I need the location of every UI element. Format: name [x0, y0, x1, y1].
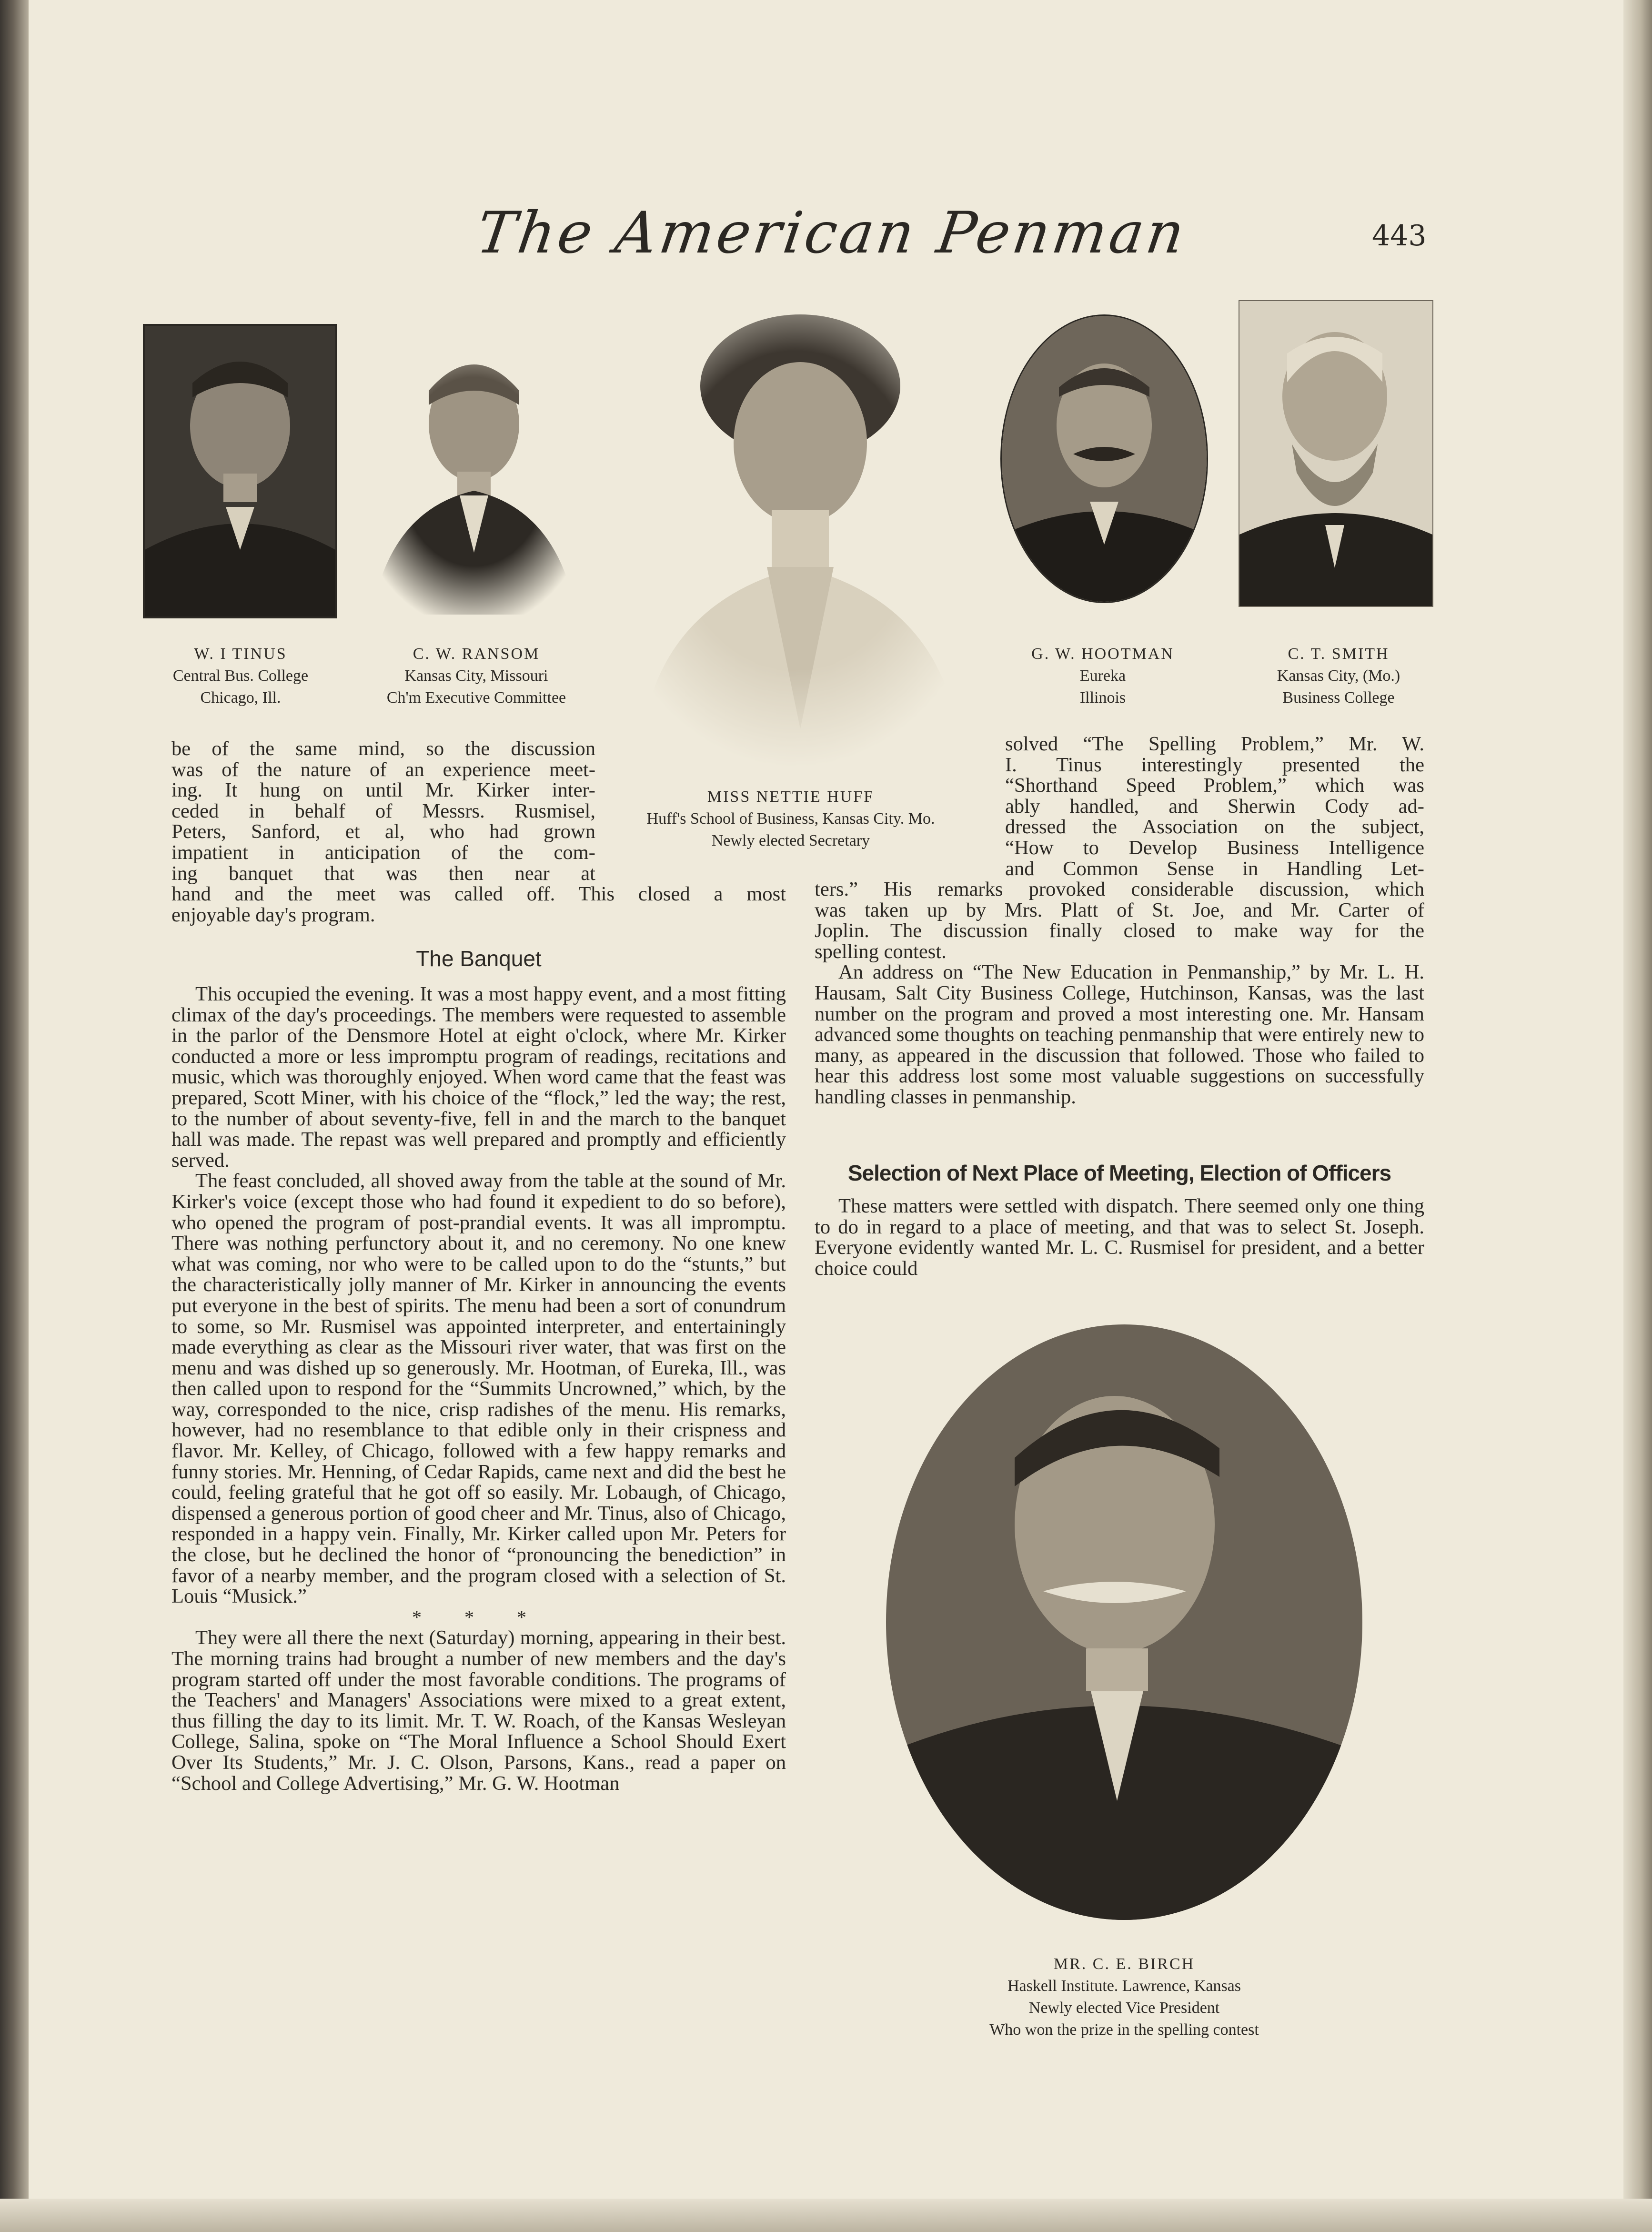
caption-tinus	[143, 643, 338, 709]
right-intro-wide	[815, 879, 1424, 1108]
left-intro-narrow	[171, 738, 595, 884]
text-line: I. Tinus interestingly presented the	[1005, 753, 1424, 776]
portrait-ransom	[362, 329, 586, 615]
page-edge-right	[1623, 0, 1652, 2232]
portrait-tinus	[143, 324, 337, 618]
paragraph-address: An address on “The New Education in Penmanship,” by Mr. L. H. Hausam, Salt City Business College, Hutchinson, Kansas, was the last number on the program and proved a most interesting one. Mr. Hansam advanced some thoughts on teaching penmanship that were entirely new to many, as appeared in the discussion that followed. Those who failed to hear this address lost some most valuable suggestions on successfully handling classes in penmanship.	[815, 961, 1424, 1108]
paragraph-banquet-1: This occupied the evening. It was a most happy event, and a most fitting climax of the day's proceedings. The members were requested to assemble in the parlor of the Densmore Hotel at eight o'clock, where Mr. Kirker conducted a more or less impromptu program of readings, recitations and music, which was thoroughly enjoyed. When word came that the feast was prepared, Scott Miner, with his choice of the “flock,” led the way; the rest, to the number of about seventy-five, fell in and the march to the banquet hall was made. The repast was well prepared and promptly and efficiently served.	[171, 983, 786, 1172]
caption-hootman	[996, 643, 1210, 709]
section-separator: * * *	[412, 1606, 545, 1628]
text-line: ably handled, and Sherwin Cody ad-	[1005, 795, 1424, 818]
heading-selection: Selection of Next Place of Meeting, Election of Officers	[847, 1161, 1391, 1185]
text-line: ing. It hung on until Mr. Kirker inter-	[171, 779, 595, 802]
paragraph-selection: These matters were settled with dispatch. There seemed only one thing to do in regard to a place of meeting, and that was to select St. Joseph. Everyone evidently wanted Mr. L. C. Rusmisel for president, and a better choice could	[815, 1195, 1424, 1280]
caption-line: Huff's School of Business, Kansas City. Mo.	[646, 810, 935, 828]
caption-birch	[872, 1953, 1377, 2041]
caption-name: MR. C. E. BIRCH	[1053, 1955, 1195, 1973]
text-line: solved “The Spelling Problem,” Mr. W.	[1005, 733, 1424, 755]
caption-line: Illinois	[1079, 689, 1126, 707]
caption-line: Newly elected Secretary	[711, 832, 870, 849]
text-line: hand and the meet was called off. This closed a most	[171, 883, 786, 905]
text-line: spelling contest.	[815, 940, 947, 963]
portrait-birch	[886, 1324, 1362, 1920]
caption-line: Kansas City, Missouri	[404, 667, 548, 685]
paragraph-banquet-2: The feast concluded, all shoved away from the table at the sound of Mr. Kirker's voice (except those who had found it expedient to do so before), who opened the program of post-prandial events. It was all impromptu. There was nothing perfunctory about it, and no ceremony. No one knew what was coming, nor who were to be called upon to do the “stunts,” but the characteristically jolly manner of Mr. Kirker in announcing the events put everyone in the best of spirits. The menu had been a sort of conundrum to some, so Mr. Rusmisel was appointed interpreter, and entertainingly made everything as clear as the Missouri river water, that was first on the menu and was dished up so generously. Mr. Hootman, of Eureka, Ill., was then called upon to respond for the “Summits Uncrowned,” which, by the way, corresponded to the nice, crisp radishes of the menu. His remarks, however, had no resemblance to that edible only in their crispness and flavor. Mr. Kelley, of Chicago, followed with a few happy remarks and funny stories. Mr. Henning, of Cedar Rapids, came next and did the best he could, feeling grateful that he got off so easily. Mr. Lobaugh, of Chicago, dispensed a generous portion of good cheer and Mr. Tinus, also of Chicago, responded in a happy vein. Finally, Mr. Kirker called upon Mr. Peters for the close, but he declined the honor of “pronouncing the benediction” in favor of a nearby member, and the program closed with a selection of St. Louis “Musick.”	[171, 1170, 786, 1608]
right-body	[815, 1196, 1424, 1279]
masthead-title: The American Penman	[473, 200, 1191, 266]
text-line: ing banquet that was then near at	[171, 862, 595, 885]
page-number: 443	[1372, 219, 1427, 252]
right-intro-narrow	[1005, 734, 1424, 879]
caption-line: Central Bus. College	[172, 667, 309, 685]
left-intro-wide	[171, 884, 786, 925]
caption-smith	[1219, 643, 1458, 709]
text-line: and Common Sense in Handling Let-	[1005, 857, 1424, 880]
caption-huff	[600, 786, 981, 852]
caption-line: Kansas City, (Mo.)	[1277, 667, 1400, 685]
caption-ransom	[343, 643, 610, 709]
caption-line: Newly elected Vice President	[1028, 1999, 1220, 2017]
text-line: was of the nature of an experience meet-	[171, 758, 595, 781]
paragraph-saturday: They were all there the next (Saturday) morning, appearing in their best. The morning trains had brought a number of new members and the day's program started off under the most favorable conditions. The programs of the Teachers' and Managers' Associations were mixed to a great extent, thus filling the day to its limit. Mr. T. W. Roach, of the Kansas Wesleyan College, Salina, spoke on “The Moral Influence a School Should Exert Over Its Students,” Mr. J. C. Olson, Parsons, Kans., read a paper on “School and College Advertising,” Mr. G. W. Hootman	[171, 1626, 786, 1795]
heading-banquet: The Banquet	[416, 946, 542, 971]
caption-name: C. T. SMITH	[1288, 645, 1390, 663]
text-line: Peters, Sanford, et al, who had grown	[171, 820, 595, 843]
caption-line: Ch'm Executive Committee	[386, 689, 566, 707]
text-line: be of the same mind, so the discussion	[171, 737, 595, 760]
caption-name: G. W. HOOTMAN	[1031, 645, 1174, 663]
caption-line: Eureka	[1079, 667, 1126, 685]
text-line: ters.” His remarks provoked considerable discussion, which	[815, 878, 1424, 900]
text-line: was taken up by Mrs. Platt of St. Joe, and Mr. Carter of	[815, 899, 1424, 921]
caption-name: W. I TINUS	[194, 645, 287, 663]
portrait-hootman	[1000, 314, 1208, 603]
portrait-smith	[1239, 300, 1433, 607]
caption-line: Chicago, Ill.	[200, 689, 281, 707]
caption-name: MISS NETTIE HUFF	[707, 788, 875, 806]
caption-line: Haskell Institute. Lawrence, Kansas	[1007, 1977, 1241, 1995]
text-line: ceded in behalf of Messrs. Rusmisel,	[171, 799, 595, 822]
page-edge-bottom	[0, 2199, 1652, 2232]
caption-name: C. W. RANSOM	[413, 645, 540, 663]
caption-line: Who won the prize in the spelling contest	[989, 2021, 1259, 2039]
text-line: “How to Develop Business Intelligence	[1005, 836, 1424, 859]
left-body	[171, 984, 786, 1794]
text-line: “Shorthand Speed Problem,” which was	[1005, 774, 1424, 797]
caption-line: Business College	[1282, 689, 1395, 707]
text-line: impatient in anticipation of the com-	[171, 841, 595, 864]
text-line: dressed the Association on the subject,	[1005, 816, 1424, 838]
portrait-huff	[610, 300, 981, 767]
text-line: enjoyable day's program.	[171, 903, 375, 926]
text-line: Joplin. The discussion finally closed to make way for the	[815, 919, 1424, 942]
